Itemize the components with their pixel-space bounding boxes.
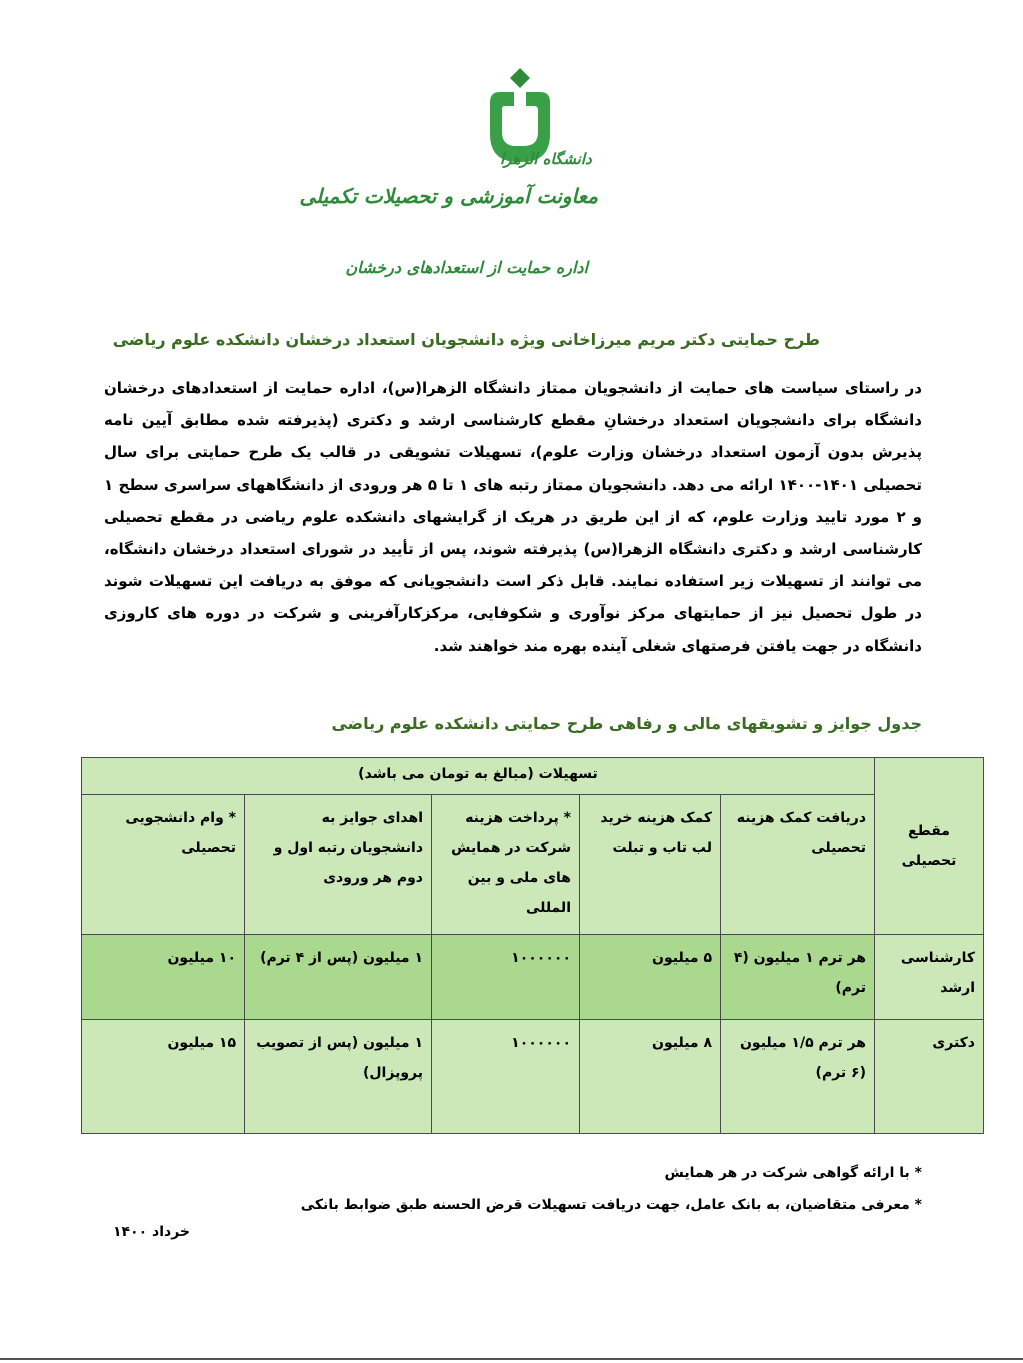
table-cell: ۱۰ میلیون xyxy=(82,935,245,1020)
table-cell: ۱۵ میلیون xyxy=(82,1020,245,1134)
table-row xyxy=(82,1020,984,1134)
column-header: * پرداخت هزینه شرکت در همایش های ملی و بین المللی xyxy=(432,795,580,935)
footnote: * معرفی متقاضیان، به بانک عامل، جهت دریافت تسهیلات قرض الحسنه طبق ضوابط بانکی xyxy=(300,1197,922,1213)
table-cell: ۱ میلیون (پس از ۴ ترم) xyxy=(245,935,432,1020)
office-name: اداره حمایت از استعدادهای درخشان xyxy=(345,258,588,277)
column-header: اهدای جوایز به دانشجویان رتبه اول و دوم هر ورودی xyxy=(245,795,432,935)
document-date: خرداد ۱۴۰۰ xyxy=(112,1224,190,1240)
facilities-header: تسهیلات (مبالغ به تومان می باشد) xyxy=(82,758,875,795)
table-title: جدول جوایز و تشویقهای مالی و رفاهی طرح حمایتی دانشکده علوم ریاضی xyxy=(331,714,922,733)
table-cell: ۵ میلیون xyxy=(580,935,721,1020)
table-row xyxy=(82,935,984,1020)
document-title: طرح حمایتی دکتر مریم میرزاخانی ویژه دانشجویان استعداد درخشان دانشکده علوم ریاضی xyxy=(112,330,820,349)
stage-header: مقطع تحصیلی xyxy=(875,758,984,935)
stage-cell: دکتری xyxy=(875,1020,984,1134)
deputy-name: معاونت آموزشی و تحصیلات تکمیلی xyxy=(299,184,598,208)
stage-cell: کارشناسی ارشد xyxy=(875,935,984,1020)
table-cell: هر ترم ۱/۵ میلیون (۶ ترم) xyxy=(721,1020,875,1134)
facilities-table xyxy=(81,757,984,1134)
column-header: * وام دانشجویی تحصیلی xyxy=(82,795,245,935)
table-cell: هر ترم ۱ میلیون (۴ ترم) xyxy=(721,935,875,1020)
table-cell: ۱۰۰۰۰۰۰ xyxy=(432,935,580,1020)
table-cell: ۸ میلیون xyxy=(580,1020,721,1134)
footnotes xyxy=(100,1157,922,1221)
intro-paragraph: در راستای سیاست های حمایت از دانشجویان ممتاز دانشگاه الزهرا(س)، اداره حمایت از استعدادهای درخشان دانشگاه برای دانشجویان استعداد درخشانِ مقطع کارشناسی ارشد و دکتری (پذیرفته شده مطابق آیین نامه پذیرش بدون آزمون استعداد درخشان وزارت علوم)، تسهیلات تشویقی در قالب یک طرح حمایتی برای سال تحصیلی ۱۴۰۱-۱۴۰۰ ارائه می دهد. دانشجویان ممتاز رتبه های ۱ تا ۵ هر ورودی از دانشگاههای سراسری سطح ۱ و ۲ مورد تایید وزارت علوم، که از این طریق در هریک از گرایشهای دانشکده علوم ریاضی در مقطع تحصیلی کارشناسی ارشد و دکتری دانشگاه الزهرا(س) پذیرفته شوند، پس از تأیید در شورای استعداد درخشان دانشگاه، می توانند از تسهیلات زیر استفاده نمایند. قابل ذکر است دانشجویانی که موفق به دریافت این تسهیلات شوند در طول تحصیل نیز از حمایتهای مرکز نوآوری و شکوفایی، مرکزکارآفرینی و شرکت در دوره های کاروزی دانشگاه در جهت یافتن فرصتهای شغلی آینده بهره مند خواهند شد. xyxy=(104,379,923,655)
table-cell: ۱ میلیون (پس از تصویب پروپزال) xyxy=(245,1020,432,1134)
table-cell: ۱۰۰۰۰۰۰ xyxy=(432,1020,580,1134)
university-name: دانشگاه الزهرا xyxy=(500,150,592,168)
footnote: * با ارائه گواهی شرکت در هر همایش xyxy=(664,1165,922,1181)
column-header: کمک هزینه خرید لب تاب و تبلت xyxy=(580,795,721,935)
letterhead xyxy=(299,62,640,292)
page-bottom-rule xyxy=(0,1358,1023,1360)
column-header: دریافت کمک هزینه تحصیلی xyxy=(721,795,875,935)
